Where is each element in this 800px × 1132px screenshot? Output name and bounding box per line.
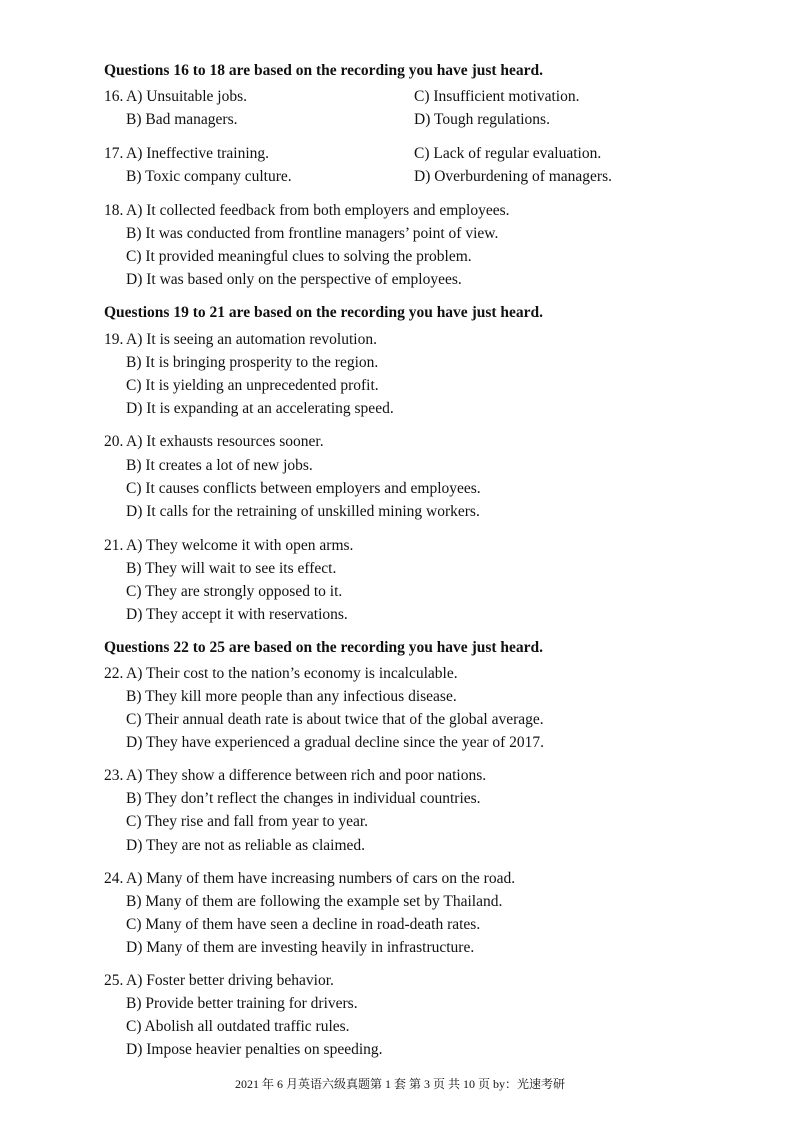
- option-a: A) Many of them have increasing numbers of cars on the road.: [126, 870, 516, 887]
- option-c: C) Their annual death rate is about twice that of the global average.: [126, 711, 544, 728]
- option-a: A) It exhausts resources sooner.: [126, 433, 324, 450]
- option-c: C) Lack of regular evaluation.: [414, 145, 602, 162]
- question-number: 17.: [104, 145, 124, 162]
- option-a: A) They welcome it with open arms.: [126, 537, 354, 554]
- question-number: 20.: [104, 433, 124, 450]
- section-heading: Questions 16 to 18 are based on the recording you have just heard.: [104, 62, 544, 79]
- option-b: B) It is bringing prosperity to the region.: [126, 354, 379, 371]
- question-number: 25.: [104, 972, 124, 989]
- option-d: D) It calls for the retraining of unskilled mining workers.: [126, 503, 480, 520]
- option-a: A) It is seeing an automation revolution.: [126, 331, 377, 348]
- option-c: C) Abolish all outdated traffic rules.: [126, 1018, 350, 1035]
- option-d: D) It is expanding at an accelerating speed.: [126, 400, 394, 417]
- question-number: 23.: [104, 767, 124, 784]
- option-a: A) Their cost to the nation’s economy is incalculable.: [126, 665, 458, 682]
- question-number: 22.: [104, 665, 124, 682]
- option-c: C) It is yielding an unprecedented profit.: [126, 377, 379, 394]
- option-b: B) They will wait to see its effect.: [126, 560, 337, 577]
- question-number: 19.: [104, 331, 124, 348]
- question-number: 21.: [104, 537, 124, 554]
- question-number: 16.: [104, 88, 124, 105]
- option-c: C) They rise and fall from year to year.: [126, 813, 369, 830]
- option-c: C) It provided meaningful clues to solving the problem.: [126, 248, 472, 265]
- option-c: C) They are strongly opposed to it.: [126, 583, 343, 600]
- option-a: A) They show a difference between rich and poor nations.: [126, 767, 487, 784]
- option-c: C) Insufficient motivation.: [414, 88, 580, 105]
- option-a: A) Foster better driving behavior.: [126, 972, 334, 989]
- option-b: B) They don’t reflect the changes in individual countries.: [126, 790, 481, 807]
- option-d: D) It was based only on the perspective of employees.: [126, 271, 462, 288]
- option-d: D) They have experienced a gradual decline since the year of 2017.: [126, 734, 545, 751]
- option-a: A) It collected feedback from both employers and employees.: [126, 202, 510, 219]
- option-b: B) It creates a lot of new jobs.: [126, 457, 313, 474]
- option-d: D) Overburdening of managers.: [414, 168, 612, 185]
- option-b: B) Provide better training for drivers.: [126, 995, 358, 1012]
- option-d: D) Many of them are investing heavily in infrastructure.: [126, 939, 475, 956]
- question-number: 24.: [104, 870, 124, 887]
- option-b: B) They kill more people than any infectious disease.: [126, 688, 457, 705]
- option-b: B) Bad managers.: [126, 111, 238, 128]
- option-d: D) Tough regulations.: [414, 111, 550, 128]
- section-heading: Questions 19 to 21 are based on the recording you have just heard.: [104, 304, 544, 321]
- option-d: D) They are not as reliable as claimed.: [126, 837, 366, 854]
- page-footer: 2021 年 6 月英语六级真题第 1 套 第 3 页 共 10 页 by：光速考研: [234, 1077, 565, 1091]
- option-c: C) It causes conflicts between employers and employees.: [126, 480, 481, 497]
- option-a: A) Ineffective training.: [126, 145, 270, 162]
- option-d: D) They accept it with reservations.: [126, 606, 348, 623]
- option-b: B) Toxic company culture.: [126, 168, 292, 185]
- option-a: A) Unsuitable jobs.: [126, 88, 247, 105]
- option-c: C) Many of them have seen a decline in road-death rates.: [126, 916, 481, 933]
- option-b: B) It was conducted from frontline managers’ point of view.: [126, 225, 499, 242]
- section-heading: Questions 22 to 25 are based on the recording you have just heard.: [104, 639, 544, 656]
- option-d: D) Impose heavier penalties on speeding.: [126, 1041, 383, 1058]
- option-b: B) Many of them are following the example set by Thailand.: [126, 893, 503, 910]
- question-number: 18.: [104, 202, 124, 219]
